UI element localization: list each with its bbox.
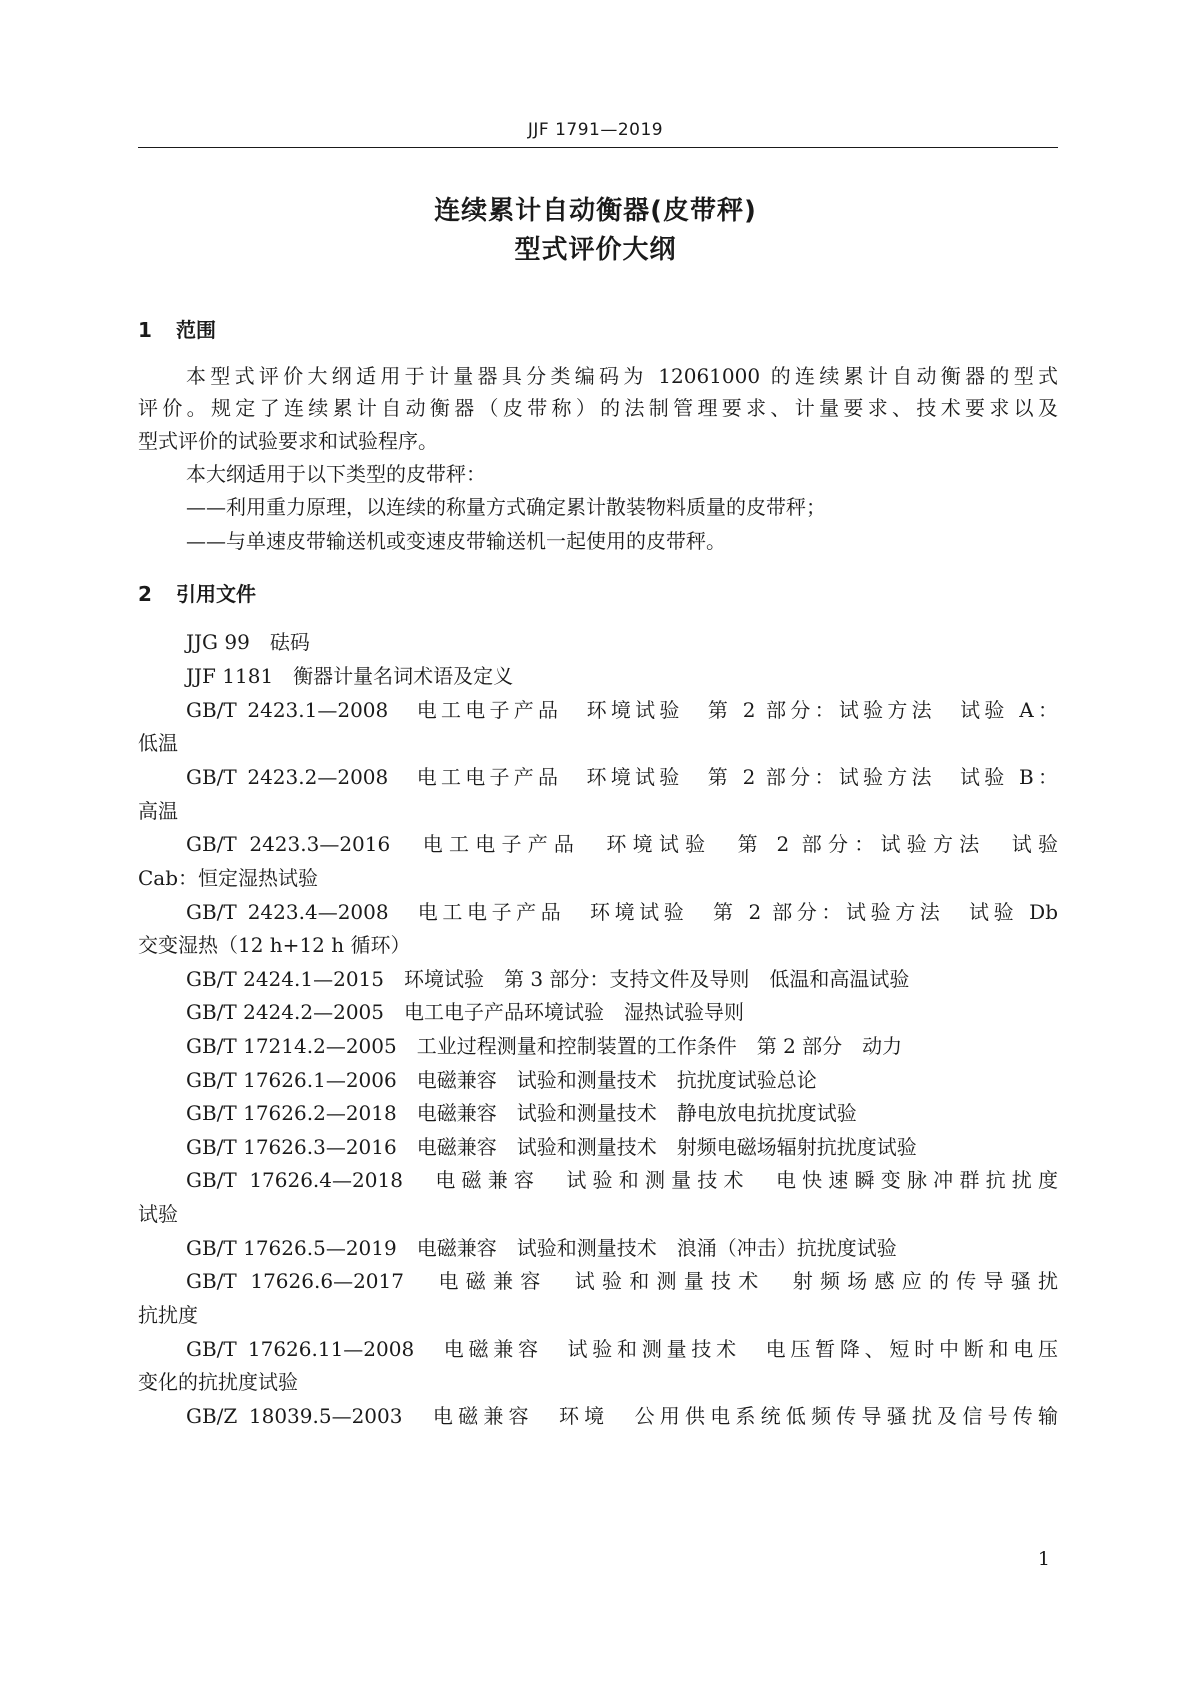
reference-entry-continuation: 试验 [138,1202,178,1226]
reference-entry: GB/T 2423.1—2008 电工电子产品 环境试验 第 2 部分：试验方法 试验 A： [186,698,1058,722]
document-title-line-1: 连续累计自动衡器(皮带秤) [434,196,757,226]
reference-entry: GB/T 2423.2—2008 电工电子产品 环境试验 第 2 部分：试验方法 试验 B： [186,765,1058,789]
header-rule [138,147,1058,148]
reference-entry-continuation: 交变湿热（12 h+12 h 循环） [138,933,411,957]
section-2-number: 2 [138,582,152,606]
reference-entry-continuation: 变化的抗扰度试验 [138,1370,298,1394]
reference-entry: GB/T 2423.3—2016 电工电子产品 环境试验 第 2 部分：试验方法 试验 [186,832,1058,856]
reference-entry: JJF 1181 衡器计量名词术语及定义 [186,664,514,688]
reference-entry: GB/T 17626.11—2008 电磁兼容 试验和测量技术 电压暂降、短时中断和电压 [186,1337,1058,1361]
reference-entry: GB/T 2424.2—2005 电工电子产品环境试验 湿热试验导则 [186,1000,744,1024]
reference-entry-continuation: 抗扰度 [138,1303,198,1327]
page-number: 1 [1037,1548,1050,1570]
reference-entry: GB/T 2423.4—2008 电工电子产品 环境试验 第 2 部分：试验方法 试验 Db [186,900,1058,924]
section-1-heading [138,314,216,343]
reference-entry: GB/T 17626.6—2017 电磁兼容 试验和测量技术 射频场感应的传导骚扰 [186,1269,1058,1293]
reference-entry: GB/T 17626.1—2006 电磁兼容 试验和测量技术 抗扰度试验总论 [186,1068,817,1092]
reference-entry: GB/Z 18039.5—2003 电磁兼容 环境 公用供电系统低频传导骚扰及信号传输 [186,1404,1058,1428]
section-2-heading [138,578,256,607]
section-1-paragraph-line: 本型式评价大纲适用于计量器具分类编码为 12061000 的连续累计自动衡器的型式 [186,364,1058,388]
section-1-paragraph-line: 评价。规定了连续累计自动衡器（皮带称）的法制管理要求、计量要求、技术要求以及 [138,396,1058,420]
reference-entry: GB/T 17626.5—2019 电磁兼容 试验和测量技术 浪涌（冲击）抗扰度试验 [186,1236,897,1260]
reference-entry-continuation: Cab：恒定湿热试验 [138,866,319,890]
reference-entry: GB/T 17626.2—2018 电磁兼容 试验和测量技术 静电放电抗扰度试验 [186,1101,857,1125]
reference-entry-continuation: 低温 [138,731,178,755]
reference-entry: GB/T 17214.2—2005 工业过程测量和控制装置的工作条件 第 2 部分 动力 [186,1034,903,1058]
reference-entry: JJG 99 砝码 [186,630,310,654]
section-1-paragraph-line: 型式评价的试验要求和试验程序。 [138,429,438,453]
reference-entry-continuation: 高温 [138,799,178,823]
section-1-paragraph-2: 本大纲适用于以下类型的皮带秤： [186,462,486,486]
section-1-title: 范围 [176,318,216,342]
reference-entry: GB/T 2424.1—2015 环境试验 第 3 部分：支持文件及导则 低温和高温试验 [186,967,910,991]
document-title-line-2: 型式评价大纲 [514,235,677,265]
reference-entry: GB/T 17626.4—2018 电磁兼容 试验和测量技术 电快速瞬变脉冲群抗扰度 [186,1168,1058,1192]
document-code-header: JJF 1791—2019 [527,120,664,140]
reference-entry: GB/T 17626.3—2016 电磁兼容 试验和测量技术 射频电磁场辐射抗扰度试验 [186,1135,917,1159]
section-1-bullet-2: ——与单速皮带输送机或变速皮带输送机一起使用的皮带秤。 [186,529,726,553]
section-1-number: 1 [138,318,152,342]
section-1-bullet-1: ——利用重力原理，以连续的称量方式确定累计散装物料质量的皮带秤； [186,495,826,519]
section-2-title: 引用文件 [176,582,256,606]
